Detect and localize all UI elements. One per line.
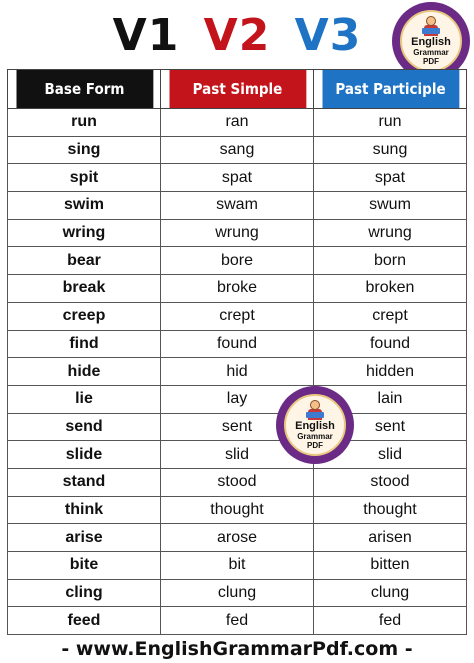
table-row (8, 413, 467, 441)
cell-past-simple: ran (161, 109, 314, 137)
table-row (8, 607, 467, 635)
table-row (8, 441, 467, 469)
cell-base-form: send (8, 413, 161, 441)
table-header-row (8, 70, 467, 109)
cell-base-form: cling (8, 579, 161, 607)
title-v2: V2 (203, 10, 271, 61)
table-row (8, 579, 467, 607)
header-past-participle: Past Participle (321, 70, 459, 109)
cell-past-participle: stood (314, 468, 467, 496)
header-past-simple: Past Simple (168, 70, 306, 109)
logo-text-line1: English (411, 36, 451, 48)
cell-base-form: bite (8, 552, 161, 580)
cell-base-form: slide (8, 441, 161, 469)
table-row (8, 468, 467, 496)
reading-kid-icon (422, 16, 440, 36)
cell-past-simple: clung (161, 579, 314, 607)
logo-text-line2: Grammar (297, 432, 333, 441)
logo-badge (284, 394, 346, 456)
reading-kid-icon (306, 400, 324, 420)
cell-past-participle: lain (314, 385, 467, 413)
table-row (8, 164, 467, 192)
table-row (8, 524, 467, 552)
table-row (8, 247, 467, 275)
table-row (8, 109, 467, 137)
cell-past-simple: lay (161, 385, 314, 413)
cell-past-participle: sung (314, 136, 467, 164)
verb-forms-table (7, 69, 467, 635)
logo-text-line3: PDF (307, 441, 323, 450)
website-footer: - www.EnglishGrammarPdf.com - (61, 638, 413, 660)
cell-base-form: sing (8, 136, 161, 164)
watermark-logo (276, 386, 354, 464)
cell-past-simple: broke (161, 275, 314, 303)
cell-past-participle: fed (314, 607, 467, 635)
table-row (8, 192, 467, 220)
cell-past-participle: slid (314, 441, 467, 469)
table-row (8, 302, 467, 330)
cell-base-form: find (8, 330, 161, 358)
cell-past-participle: sent (314, 413, 467, 441)
title-v1: V1 (112, 10, 180, 61)
cell-base-form: wring (8, 219, 161, 247)
table-row (8, 552, 467, 580)
cell-past-participle: arisen (314, 524, 467, 552)
cell-past-simple: thought (161, 496, 314, 524)
table-row (8, 385, 467, 413)
cell-past-simple: stood (161, 468, 314, 496)
cell-past-simple: bit (161, 552, 314, 580)
title-v3: V3 (294, 10, 362, 61)
cell-past-participle: thought (314, 496, 467, 524)
cell-past-simple: arose (161, 524, 314, 552)
cell-past-participle: wrung (314, 219, 467, 247)
cell-past-simple: swam (161, 192, 314, 220)
cell-past-participle: swum (314, 192, 467, 220)
cell-base-form: lie (8, 385, 161, 413)
cell-past-simple: sang (161, 136, 314, 164)
table-row (8, 275, 467, 303)
cell-past-participle: bitten (314, 552, 467, 580)
table-row (8, 136, 467, 164)
cell-past-simple: slid (161, 441, 314, 469)
cell-past-simple: spat (161, 164, 314, 192)
logo-text-line1: English (295, 420, 335, 432)
cell-base-form: hide (8, 358, 161, 386)
logo-badge (400, 10, 462, 72)
cell-past-participle: crept (314, 302, 467, 330)
cell-past-simple: wrung (161, 219, 314, 247)
logo-text-line3: PDF (423, 57, 439, 66)
header-base-form: Base Form (15, 70, 153, 109)
cell-base-form: think (8, 496, 161, 524)
cell-base-form: feed (8, 607, 161, 635)
cell-past-participle: found (314, 330, 467, 358)
cell-past-participle: born (314, 247, 467, 275)
cell-base-form: swim (8, 192, 161, 220)
cell-past-participle: spat (314, 164, 467, 192)
table-row (8, 496, 467, 524)
cell-past-simple: found (161, 330, 314, 358)
table-row (8, 219, 467, 247)
cell-past-simple: fed (161, 607, 314, 635)
cell-past-participle: clung (314, 579, 467, 607)
cell-base-form: bear (8, 247, 161, 275)
cell-past-participle: run (314, 109, 467, 137)
cell-past-simple: sent (161, 413, 314, 441)
cell-past-participle: hidden (314, 358, 467, 386)
cell-base-form: arise (8, 524, 161, 552)
cell-base-form: creep (8, 302, 161, 330)
cell-base-form: stand (8, 468, 161, 496)
table-row (8, 358, 467, 386)
cell-base-form: spit (8, 164, 161, 192)
table-body (8, 109, 467, 635)
table-row (8, 330, 467, 358)
cell-past-simple: bore (161, 247, 314, 275)
cell-past-simple: hid (161, 358, 314, 386)
cell-past-simple: crept (161, 302, 314, 330)
cell-base-form: run (8, 109, 161, 137)
logo-text-line2: Grammar (413, 48, 449, 57)
cell-past-participle: broken (314, 275, 467, 303)
cell-base-form: break (8, 275, 161, 303)
